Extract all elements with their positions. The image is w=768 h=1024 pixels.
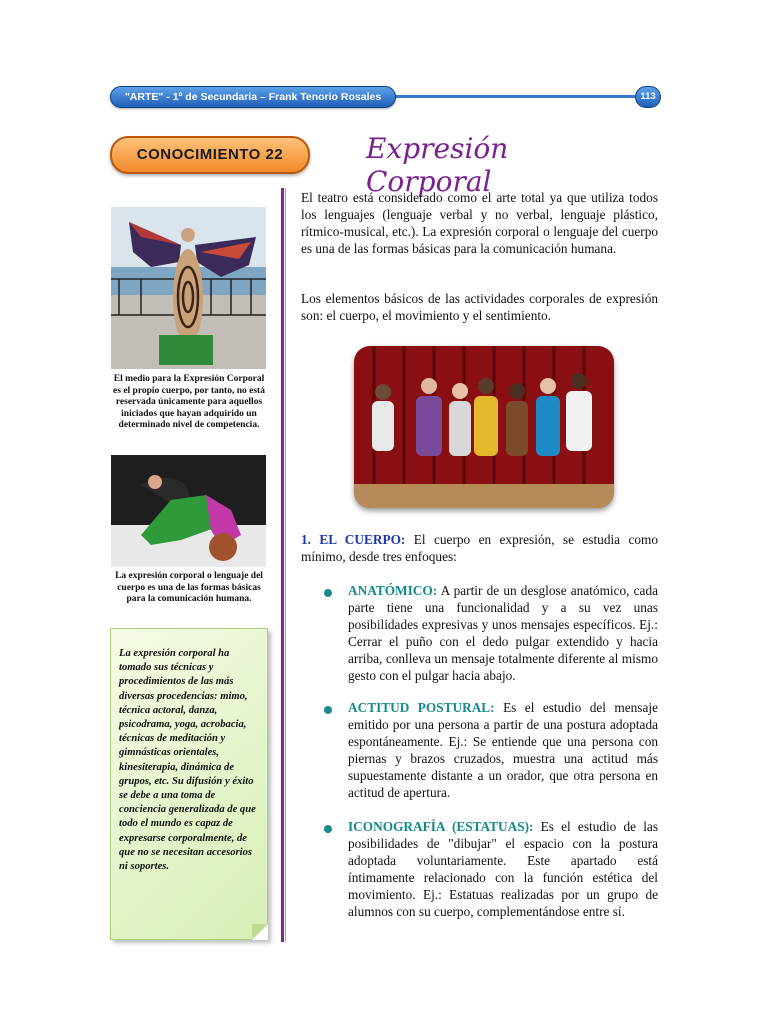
intro-paragraph: El teatro está considerado como el arte total ya que utiliza todos los lenguajes (lenguaje verbal y no verbal, lenguaje plástico, rítmico-musical, etc.). La expresión corporal o lenguaje del cuerpo es una de las formas básicas para la comunicación humana. <box>301 190 658 256</box>
section-badge: CONOCIMIENTO 22 <box>110 136 310 174</box>
bullet-text: Es el estudio del mensaje emitido por una persona a partir de una postura adoptada espontáneamente. Ej.: Se entiende que una persona con piernas y brazos cruzados, muestra una actitud más supuestamente distante a un orador, que otra persona en actitud de apertura. <box>348 700 658 800</box>
column-divider <box>281 188 284 942</box>
section-cuerpo <box>301 531 658 565</box>
header-title: "ARTE" - 1º de Secundaria – Frank Tenorio Rosales <box>110 86 396 108</box>
section-heading: EL CUERPO: <box>319 532 406 547</box>
section-number: 1. <box>301 532 311 547</box>
performer-caption: El medio para la Expresión Corporal es el propio cuerpo, por tanto, no está reservada únicamente para aquellos iniciados que hayan adquirido un determinado nivel de competencia. <box>113 374 265 430</box>
bullet-term: ACTITUD POSTURAL: <box>348 700 495 715</box>
bullet-actitud-postural <box>348 699 658 801</box>
bullet-icon <box>324 589 332 597</box>
info-note-text: La expresión corporal ha tomado sus técnicas y procedimientos de las más diversas procedencias: mimo, técnica actoral, danza, psicodrama, yoga, acrobacia, técnicas de meditación y gimnásticas orientales, kinesiterapia, dinámica de grupos, etc. Su difusión y éxito se debe a una toma de conciencia generalizada de que todo el mundo es capaz de expresarse corporalmente, de que no se necesitan accesorios ni soportes. <box>119 648 256 873</box>
info-note <box>110 628 268 940</box>
column-divider-shadow <box>285 188 286 942</box>
performer-photo <box>111 207 266 369</box>
stage-photo <box>354 346 614 508</box>
bullet-icon <box>324 706 332 714</box>
page-title: Expresión Corporal <box>366 132 509 198</box>
bullet-text: A partir de un desglose anatómico, cada parte tiene una funcionalidad y a su vez unas posibilidades expresivas y unos mensajes específicos. Ej.: Cerrar el puño con el dedo pulgar extendido y hacia arriba, conlleva un mensaje totalmente diferente al mismo gesto con el pulgar hacia abajo. <box>348 583 659 683</box>
page-number: 113 <box>635 86 661 108</box>
elements-paragraph: Los elementos básicos de las actividades corporales de expresión son: el cuerpo, el movimiento y el sentimiento. <box>301 291 658 323</box>
bullet-term: ANATÓMICO: <box>348 583 438 598</box>
bullet-anatomico <box>348 582 658 684</box>
bullet-text: Es el estudio de las posibilidades de "dibujar" el espacio con la postura adoptada voluntariamente. Este apartado está íntimamente relacionado con la función estética del movimiento. Ej.: Estatuas realizadas por un grupo de alumnos con su cuerpo, complementándose entre sí. <box>348 819 659 919</box>
dancers-caption: La expresión corporal o lenguaje del cuerpo es una de las formas básicas para la comunicación humana. <box>115 571 263 604</box>
section-text: El cuerpo en expresión, se estudia como mínimo, desde tres enfoques: <box>301 532 659 564</box>
dancers-photo <box>111 455 266 567</box>
page-fold <box>252 924 268 940</box>
bullet-iconografia <box>348 818 658 920</box>
bullet-icon <box>324 825 332 833</box>
bullet-term: ICONOGRAFÍA (ESTATUAS): <box>348 819 534 834</box>
